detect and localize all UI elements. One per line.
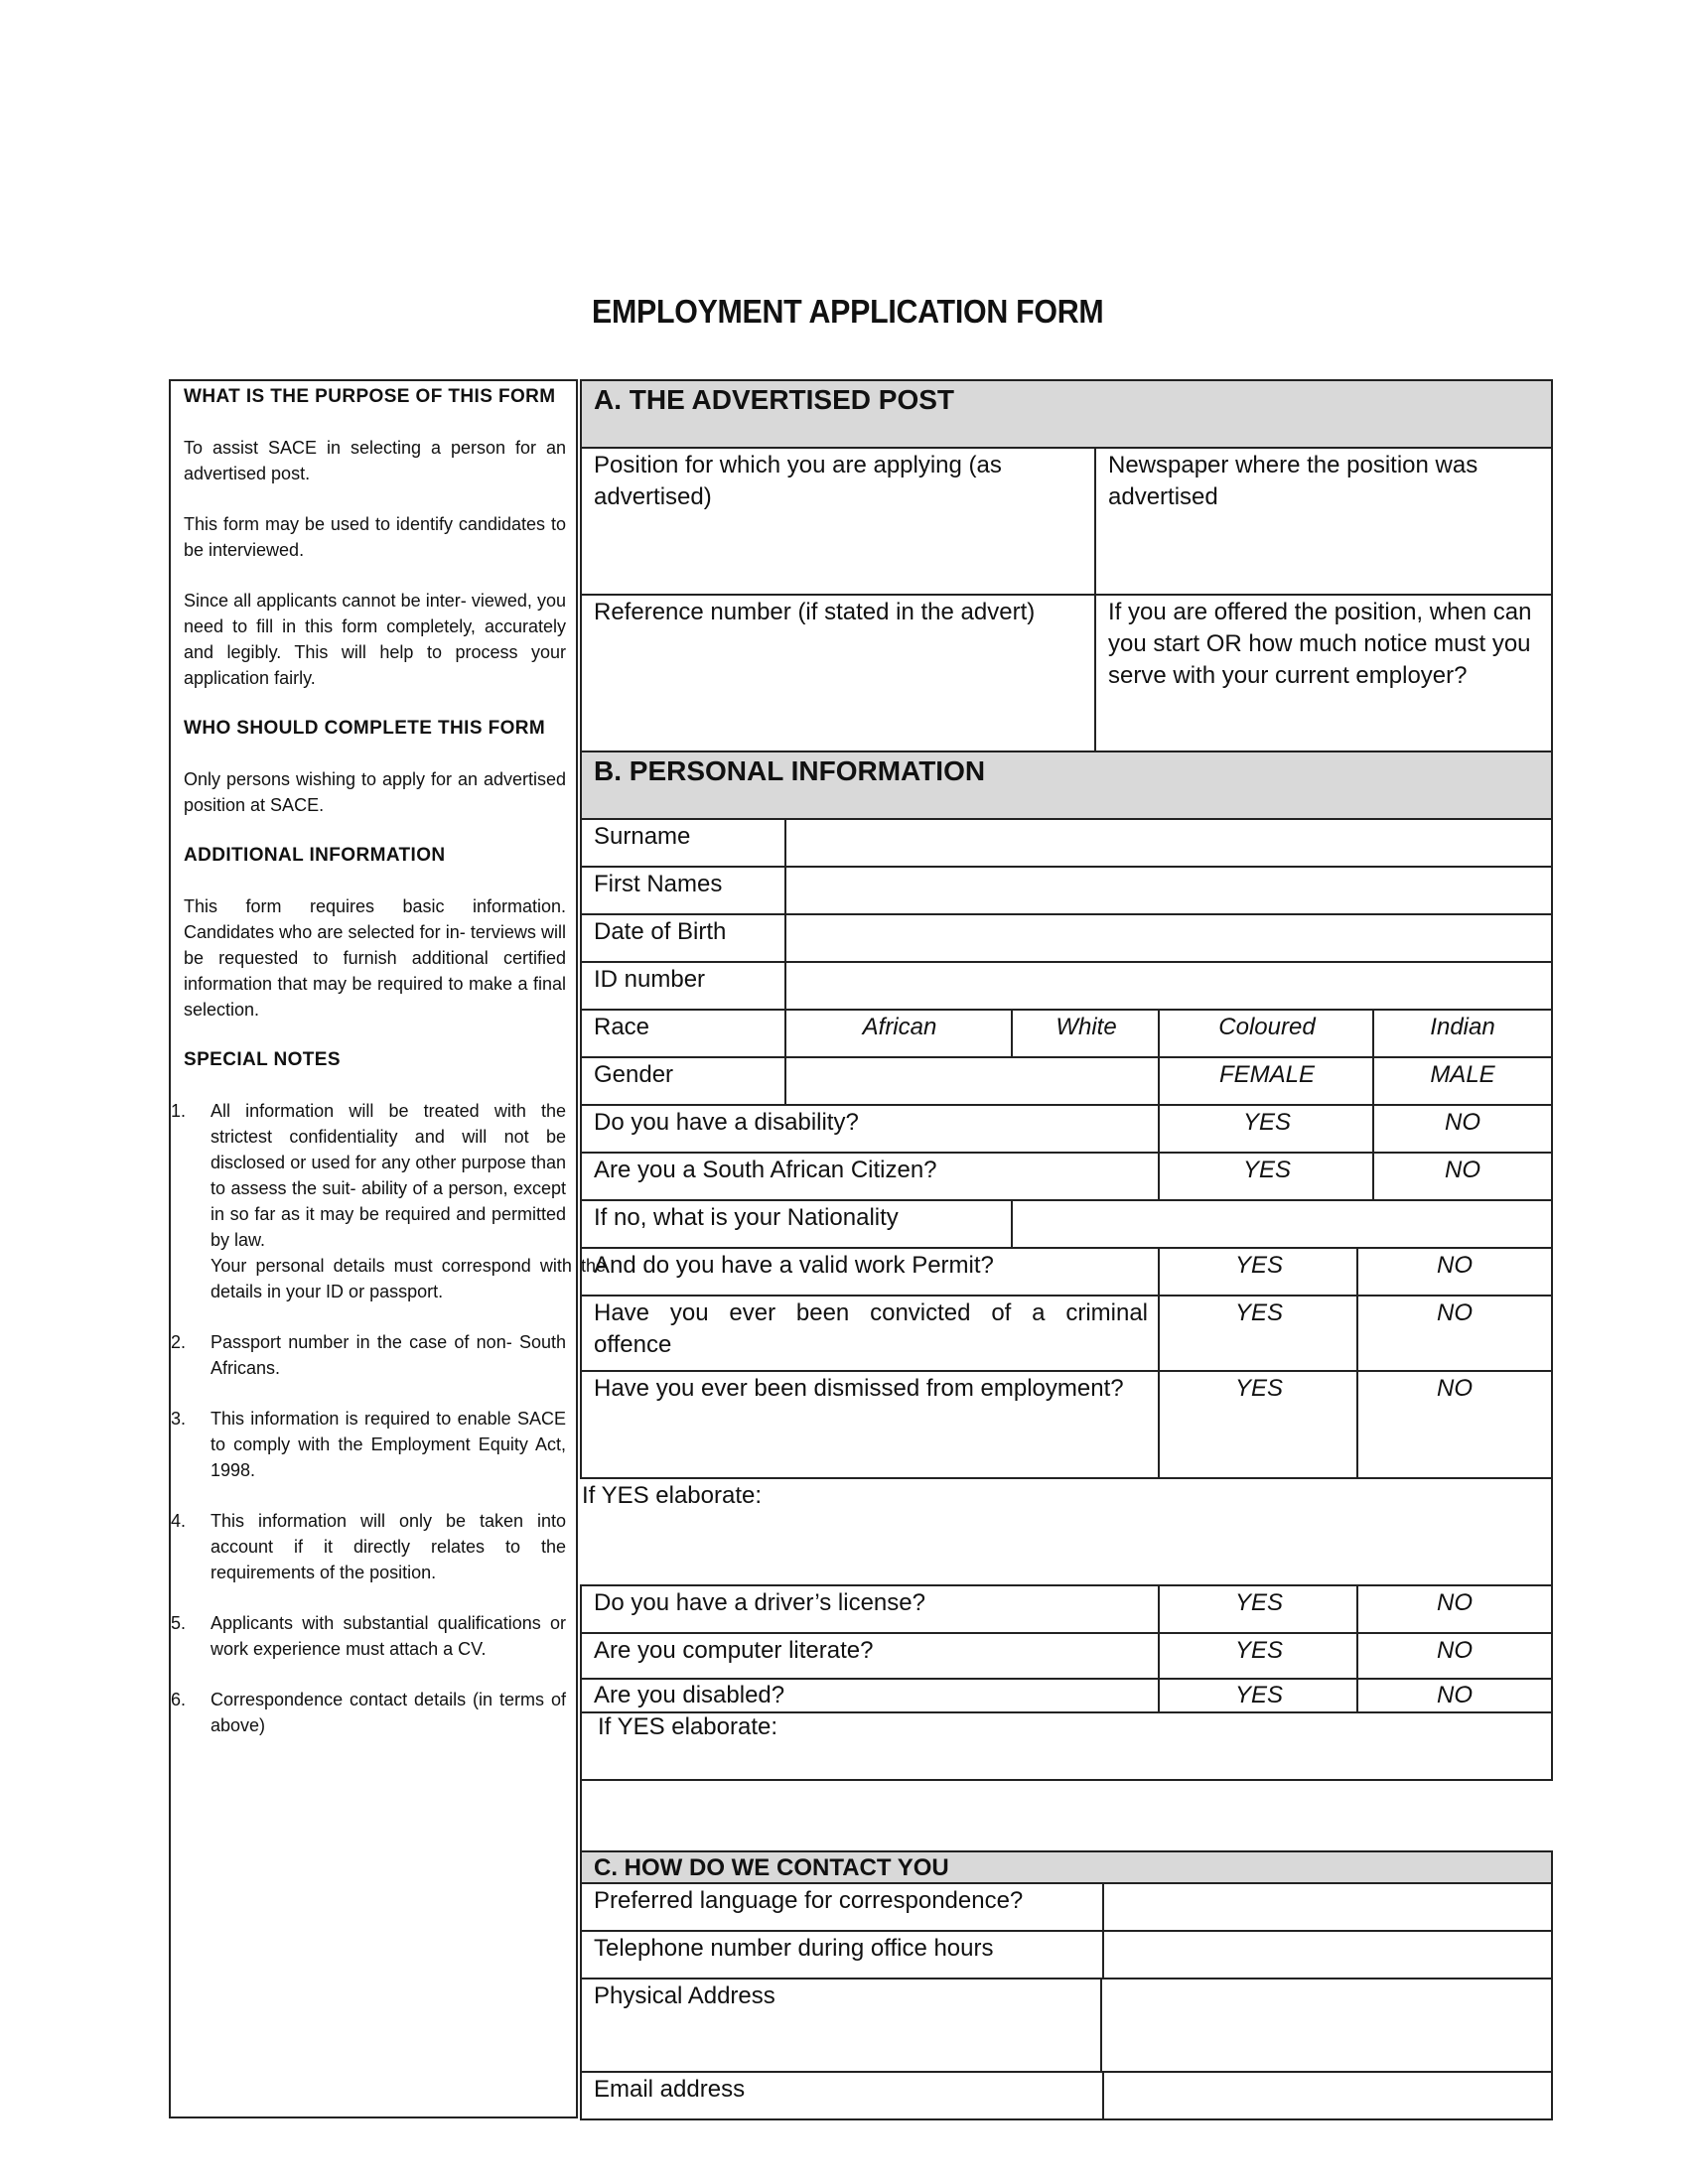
- reference-field[interactable]: [582, 596, 1096, 751]
- spacer-cell: [580, 1779, 1553, 1852]
- gender-label: Gender: [594, 1061, 674, 1088]
- note-number: 3.: [171, 1409, 187, 1429]
- surname-label: Surname: [594, 823, 691, 850]
- race-label: Race: [594, 1014, 650, 1040]
- gender-option-female[interactable]: [1158, 1058, 1374, 1104]
- additional-heading: ADDITIONAL INFORMATION: [184, 845, 446, 866]
- disability-no[interactable]: [1372, 1106, 1551, 1152]
- address-input[interactable]: [1100, 1979, 1551, 2071]
- work-permit-label: And do you have a valid work Permit?: [594, 1252, 994, 1279]
- note-item: [171, 1406, 566, 1483]
- computer-no[interactable]: [1356, 1634, 1551, 1678]
- license-label: Do you have a driver’s license?: [594, 1589, 925, 1616]
- race-option-label: White: [1055, 1014, 1117, 1040]
- nationality-input[interactable]: [1011, 1201, 1551, 1247]
- note-number: 6.: [171, 1690, 187, 1709]
- address-label: Physical Address: [594, 1982, 775, 2009]
- surname-row: [580, 818, 1553, 868]
- race-option-label: Indian: [1430, 1014, 1495, 1040]
- work-permit-yes[interactable]: [1158, 1249, 1358, 1295]
- section-b-header: [580, 751, 1553, 820]
- gender-row: [580, 1056, 1553, 1106]
- note-text: This information is required to enable SACE to comply with the Employment Equity Act, 1998.: [211, 1409, 566, 1480]
- email-row: [580, 2071, 1553, 2120]
- work-permit-no[interactable]: [1356, 1249, 1551, 1295]
- section-a-title: A. THE ADVERTISED POST: [594, 384, 955, 415]
- no-label: NO: [1445, 1109, 1480, 1136]
- purpose-heading: WHAT IS THE PURPOSE OF THIS FORM: [184, 386, 556, 407]
- section-a-header: [580, 379, 1553, 449]
- race-option-indian[interactable]: [1372, 1011, 1551, 1056]
- note-text: Correspondence contact details (in terms of above): [211, 1690, 566, 1735]
- section-b-title: B. PERSONAL INFORMATION: [594, 755, 986, 786]
- citizen-label: Are you a South African Citizen?: [594, 1157, 937, 1183]
- language-input[interactable]: [1102, 1884, 1551, 1930]
- special-notes-list: [171, 1098, 606, 1738]
- computer-label: Are you computer literate?: [594, 1637, 874, 1664]
- section-c-header: [580, 1850, 1553, 1884]
- criminal-label: Have you ever been convicted of a criminal offence: [594, 1299, 1148, 1358]
- citizen-row: [580, 1152, 1553, 1201]
- id-number-input[interactable]: [784, 963, 1551, 1009]
- page-title: EMPLOYMENT APPLICATION FORM: [592, 293, 1104, 330]
- note-item: [171, 1687, 566, 1738]
- id-number-label: ID number: [594, 966, 706, 993]
- license-yes[interactable]: [1158, 1586, 1358, 1632]
- position-label: Position for which you are applying (as advertised): [594, 452, 1002, 510]
- instructions-panel: [169, 379, 606, 2118]
- dismissed-yes[interactable]: [1158, 1372, 1358, 1477]
- computer-row: [580, 1632, 1553, 1680]
- note-item: [171, 1508, 566, 1585]
- note-text: Passport number in the case of non- South Africans.: [211, 1332, 566, 1378]
- additional-text: This form requires basic information. Candidates who are selected for in- terviews will be requested to furnish additional certified information that may be required to make a final selection.: [184, 896, 566, 1020]
- no-label: NO: [1445, 1157, 1480, 1183]
- license-no[interactable]: [1356, 1586, 1551, 1632]
- yes-label: YES: [1242, 1109, 1292, 1136]
- note-number: 5.: [171, 1613, 187, 1633]
- note-text: All information will be treated with the strictest confidentiality and will not be disclosed or used for any other purpose than to assess the suit- ability of a person, except in so far as it may be required and permitted by law.: [211, 1101, 566, 1250]
- dismissed-no[interactable]: [1356, 1372, 1551, 1477]
- license-row: [580, 1584, 1553, 1634]
- race-row: [580, 1009, 1553, 1058]
- yes-label: YES: [1234, 1682, 1284, 1708]
- gender-option-label: FEMALE: [1218, 1061, 1316, 1088]
- no-label: NO: [1437, 1637, 1473, 1664]
- work-permit-row: [580, 1247, 1553, 1297]
- nationality-label: If no, what is your Nationality: [594, 1204, 899, 1231]
- reference-label: Reference number (if stated in the advert): [594, 599, 1036, 625]
- start-date-label: If you are offered the position, when can you start OR how much notice must you serve with your current employer?: [1108, 599, 1532, 689]
- note-subtext: Your personal details must correspond with the details in your ID or passport.: [211, 1256, 606, 1301]
- criminal-row: [580, 1295, 1553, 1372]
- who-text: Only persons wishing to apply for an advertised position at SACE.: [184, 769, 566, 815]
- purpose-text-2: This form may be used to identify candidates to be interviewed.: [184, 514, 566, 560]
- note-text: This information will only be taken into account if it directly relates to the requirements of the position.: [211, 1511, 566, 1582]
- note-item: [171, 1610, 566, 1662]
- race-option-african[interactable]: [784, 1011, 1013, 1056]
- criminal-yes[interactable]: [1158, 1297, 1358, 1370]
- who-heading: WHO SHOULD COMPLETE THIS FORM: [184, 718, 546, 739]
- disability-row: [580, 1104, 1553, 1154]
- citizen-no[interactable]: [1372, 1154, 1551, 1199]
- newspaper-label: Newspaper where the position was advertised: [1108, 452, 1478, 510]
- yes-label: YES: [1234, 1637, 1284, 1664]
- yes-label: YES: [1234, 1252, 1284, 1279]
- dob-row: [580, 913, 1553, 963]
- language-label: Preferred language for correspondence?: [594, 1887, 1024, 1914]
- dismissed-row: [580, 1370, 1553, 1479]
- gender-option-male[interactable]: [1372, 1058, 1551, 1104]
- email-label: Email address: [594, 2076, 746, 2103]
- surname-input[interactable]: [784, 820, 1551, 866]
- criminal-no[interactable]: [1356, 1297, 1551, 1370]
- elaborate-field-1[interactable]: [580, 1477, 1553, 1586]
- telephone-input[interactable]: [1102, 1932, 1551, 1978]
- disability-yes[interactable]: [1158, 1106, 1374, 1152]
- no-label: NO: [1437, 1299, 1473, 1326]
- disabled-yes[interactable]: [1158, 1680, 1358, 1711]
- note-number: 1.: [171, 1101, 187, 1121]
- disabled-no[interactable]: [1356, 1680, 1551, 1711]
- yes-label: YES: [1234, 1589, 1284, 1616]
- note-number: 2.: [171, 1332, 187, 1352]
- yes-label: YES: [1234, 1375, 1284, 1402]
- first-names-label: First Names: [594, 871, 723, 897]
- purpose-text-1: To assist SACE in selecting a person for an advertised post.: [184, 438, 566, 483]
- computer-yes[interactable]: [1158, 1634, 1358, 1678]
- no-label: NO: [1437, 1252, 1473, 1279]
- language-row: [580, 1882, 1553, 1932]
- yes-label: YES: [1234, 1299, 1284, 1326]
- note-item: [171, 1329, 566, 1381]
- purpose-text-3: Since all applicants cannot be inter- viewed, you need to fill in this form completely, accurately and legibly. This will help to process your application fairly.: [184, 591, 566, 688]
- special-notes-heading: SPECIAL NOTES: [184, 1049, 341, 1070]
- dob-label: Date of Birth: [594, 918, 727, 945]
- elaborate-field-2[interactable]: [580, 1711, 1553, 1781]
- yes-label: YES: [1242, 1157, 1292, 1183]
- first-names-row: [580, 866, 1553, 915]
- address-row: [580, 1978, 1553, 2073]
- telephone-label: Telephone number during office hours: [594, 1935, 994, 1962]
- email-input[interactable]: [1102, 2073, 1551, 2118]
- no-label: NO: [1437, 1682, 1473, 1708]
- position-field[interactable]: [582, 449, 1096, 594]
- citizen-yes[interactable]: [1158, 1154, 1374, 1199]
- note-text: Applicants with substantial qualifications or work experience must attach a CV.: [211, 1613, 566, 1659]
- note-item: [171, 1098, 606, 1304]
- no-label: NO: [1437, 1589, 1473, 1616]
- nationality-row: [580, 1199, 1553, 1249]
- gender-option-label: MALE: [1430, 1061, 1495, 1088]
- first-names-input[interactable]: [784, 868, 1551, 913]
- advertised-post-row-1: [580, 447, 1553, 596]
- id-number-row: [580, 961, 1553, 1011]
- elaborate-label-1: If YES elaborate:: [582, 1482, 763, 1509]
- dob-input[interactable]: [784, 915, 1551, 961]
- disabled-label: Are you disabled?: [594, 1682, 785, 1708]
- note-number: 4.: [171, 1511, 187, 1531]
- race-option-coloured[interactable]: [1158, 1011, 1374, 1056]
- disability-label: Do you have a disability?: [594, 1109, 859, 1136]
- start-date-field[interactable]: [1094, 596, 1553, 751]
- telephone-row: [580, 1930, 1553, 1979]
- no-label: NO: [1437, 1375, 1473, 1402]
- elaborate-label-2: If YES elaborate:: [598, 1713, 778, 1740]
- disabled-row: [580, 1678, 1553, 1713]
- dismissed-label: Have you ever been dismissed from employment?: [594, 1375, 1124, 1402]
- newspaper-field[interactable]: [1094, 449, 1553, 594]
- section-c-title: C. HOW DO WE CONTACT YOU: [594, 1854, 949, 1881]
- race-option-label: Coloured: [1218, 1014, 1316, 1040]
- advertised-post-row-2: [580, 594, 1553, 752]
- race-option-label: African: [862, 1014, 937, 1040]
- race-option-white[interactable]: [1011, 1011, 1160, 1056]
